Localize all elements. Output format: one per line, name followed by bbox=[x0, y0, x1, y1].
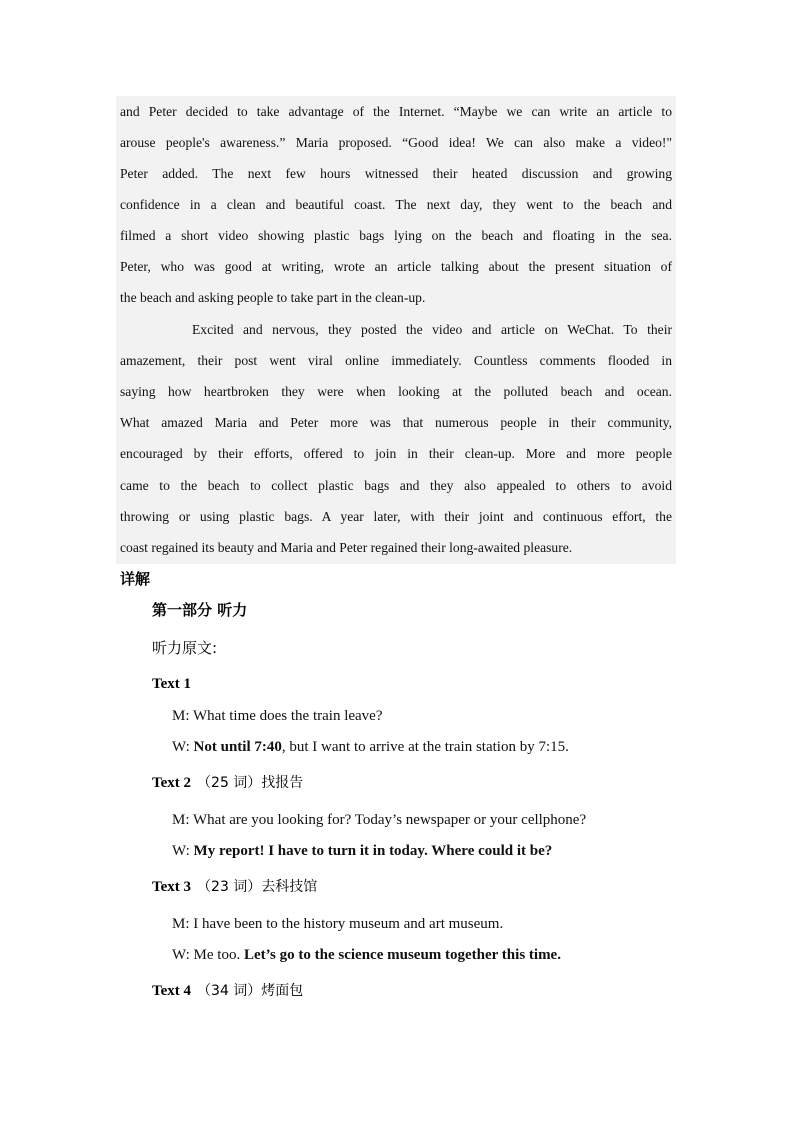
transcript-label: 听力原文: bbox=[152, 639, 218, 657]
essay-line: came to the beach to collect plastic bags and they also appealed to others to avoid bbox=[120, 478, 672, 493]
speaker-label: W: bbox=[172, 739, 190, 755]
text-meta: （23 词）去科技馆 bbox=[197, 879, 318, 895]
speaker-label: M: bbox=[172, 916, 190, 932]
text-4-heading bbox=[152, 978, 303, 1004]
essay-line: Excited and nervous, they posted the video and article on WeChat. To their bbox=[192, 322, 672, 337]
speaker-label: M: bbox=[172, 812, 190, 828]
speaker-label: W: bbox=[172, 843, 190, 859]
dialogue-line bbox=[172, 911, 503, 937]
text-meta: （25 词）找报告 bbox=[197, 775, 304, 791]
essay-line: saying how heartbroken they were when looking at the polluted beach and ocean. bbox=[120, 384, 672, 399]
essay-line: amazement, their post went viral online immediately. Countless comments flooded in bbox=[120, 353, 672, 368]
dialogue-line bbox=[172, 807, 586, 833]
text-number: Text 4 bbox=[152, 983, 192, 999]
dialogue-line bbox=[172, 703, 383, 729]
explanation-heading: 详解 bbox=[120, 570, 151, 588]
essay-line: What amazed Maria and Peter more was that numerous people in their community, bbox=[120, 415, 672, 430]
essay-line: Peter added. The next few hours witnessed their heated discussion and growing bbox=[120, 166, 672, 181]
text-2-heading bbox=[152, 770, 303, 796]
dialogue-text: What time does the train leave? bbox=[193, 708, 383, 724]
dialogue-line bbox=[172, 838, 552, 864]
essay-line: and Peter decided to take advantage of the Internet. “Maybe we can write an article to bbox=[120, 104, 672, 119]
part-title: 第一部分 听力 bbox=[152, 601, 248, 619]
speaker-label: M: bbox=[172, 708, 190, 724]
key-answer-text: My report! I have to turn it in today. Where could it be? bbox=[193, 843, 553, 859]
essay-line: the beach and asking people to take part in the clean-up. bbox=[120, 290, 426, 305]
dialogue-line bbox=[172, 942, 561, 968]
speaker-label: W: bbox=[172, 947, 190, 963]
essay-line: throwing or using plastic bags. A year later, with their joint and continuous effort, the bbox=[120, 509, 672, 524]
text-3-heading bbox=[152, 874, 317, 900]
essay-line: arouse people's awareness.” Maria proposed. “Good idea! We can also make a video!" bbox=[120, 135, 672, 150]
essay-line: filmed a short video showing plastic bags lying on the beach and floating in the sea. bbox=[120, 228, 672, 243]
dialogue-line bbox=[172, 734, 569, 760]
essay-line: confidence in a clean and beautiful coast. The next day, they went to the beach and bbox=[120, 197, 672, 212]
key-answer-text: Let’s go to the science museum together this time. bbox=[243, 947, 561, 963]
essay-line: coast regained its beauty and Maria and Peter regained their long-awaited pleasure. bbox=[120, 540, 573, 555]
dialogue-text: What are you looking for? Today’s newspaper or your cellphone? bbox=[193, 812, 587, 828]
text-1-heading bbox=[152, 671, 191, 697]
dialogue-text: , but I want to arrive at the train station by 7:15. bbox=[281, 739, 569, 755]
text-number: Text 3 bbox=[152, 879, 192, 895]
key-answer-text: Not until 7:40 bbox=[193, 739, 282, 755]
dialogue-text: I have been to the history museum and art museum. bbox=[193, 916, 504, 932]
essay-line: encouraged by their efforts, offered to join in their clean-up. More and more people bbox=[120, 446, 672, 461]
essay-line: Peter, who was good at writing, wrote an article talking about the present situation of bbox=[120, 259, 672, 274]
text-meta: （34 词）烤面包 bbox=[197, 983, 304, 999]
text-number: Text 1 bbox=[152, 676, 192, 692]
dialogue-text: Me too. bbox=[193, 947, 244, 963]
text-number: Text 2 bbox=[152, 775, 192, 791]
essay-highlight-block bbox=[116, 96, 676, 564]
